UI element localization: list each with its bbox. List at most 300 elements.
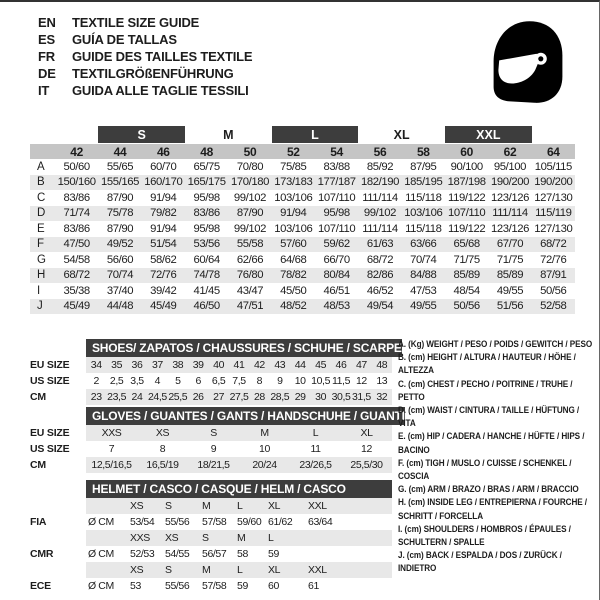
size-header-cell: 58 [416,144,430,159]
measurement-cell: 177/187 [317,176,356,189]
measurement-cell: 82/86 [366,269,394,282]
measurement-cell: 45/50 [280,284,307,297]
value-cell: 7,5 [232,375,246,387]
value-cell: 20/24 [252,459,277,471]
measurement-cell: 85/89 [496,269,524,282]
language-code: IT [38,83,50,98]
measurement-row [30,206,575,222]
accessory-tables [30,339,405,594]
language-row [38,82,252,99]
size-name-cell: XL [268,564,281,576]
size-header-cell: 54 [330,144,344,159]
measurement-cell: 99/102 [233,191,267,204]
gloves-table-title: GLOVES / GUANTES / GANTS / HANDSCHUHE / GUANTI [86,407,405,425]
measurement-cell: 95/98 [193,222,220,235]
legend-item: E. (cm) HIP / CADERA / HANCHE / HÜFTE / HIPS / BACINO [398,431,585,456]
table-row [30,441,392,457]
measurement-cell: 107/110 [318,191,356,204]
value-cell: 25,5/30 [350,459,383,471]
size-name-cell: S [165,564,172,576]
measurement-cell: 70/74 [106,269,134,282]
value-cell: 47 [355,359,367,371]
value-cell: 23/26,5 [299,459,332,471]
value-cell: 23,5 [107,391,127,403]
row-cells [86,357,392,373]
measurement-cell: 91/94 [150,191,177,204]
value-cell: 3,5 [130,375,144,387]
row-letter: F [37,238,44,251]
measurement-cell: 95/98 [323,207,350,220]
measurement-cell: 182/190 [360,176,400,189]
value-cell: 16,5/19 [146,459,179,471]
size-name-cell: XXL [308,564,327,576]
row-letter: G [37,253,46,266]
value-cell: 28 [253,391,265,403]
measurement-row [30,252,575,268]
row-letter: A [37,160,45,173]
helmet-value-row [30,514,392,530]
measurement-cell: 58/62 [150,253,177,266]
row-cells [86,389,392,405]
row-cells [86,441,392,457]
row-cells [86,530,392,546]
measurement-cell: 37/40 [106,284,134,297]
measurement-cell: 75/85 [280,160,307,173]
spacer [30,144,55,159]
measurement-cell: 85/89 [453,269,480,282]
measurement-cell: 95/100 [493,160,527,173]
language-code: FR [38,49,55,64]
measurement-cell: 71/75 [496,253,524,266]
value-cell: 46 [335,359,347,371]
legend-item: D. (cm) WAIST / CINTURA / TAILLE / HÜFTUNG / VITA [398,405,580,430]
measurement-cell: 43/47 [236,284,264,297]
unit-cell: Ø CM [88,516,114,528]
measurement-cell: 68/72 [63,269,90,282]
value-cell: 2,5 [109,375,124,387]
measurement-cell: 56/60 [106,253,134,266]
measurement-row [30,283,575,299]
measurement-cell: 55/65 [106,160,134,173]
helmet-value-row [30,578,392,594]
language-code: EN [38,15,56,30]
measurement-cell: 51/56 [496,300,524,313]
helmet-table-title: HELMET / CASCO / CASQUE / HELM / CASCO [86,480,392,498]
language-row [38,65,252,82]
value-cell: 2 [93,375,99,387]
row-letter: D [37,207,45,220]
measurement-cell: 71/75 [453,253,480,266]
guide-title: TEXTILGRÖßENFÜHRUNG [72,66,234,81]
table-row [30,373,392,389]
value-cell: XL [360,427,373,439]
value-cell: 25,5 [168,391,188,403]
value-cell: 63/64 [308,516,333,528]
measurement-cell: 123/126 [490,222,530,235]
value-cell: M [260,427,269,439]
measurement-cell: 83/88 [323,160,350,173]
table-title-row [30,407,405,425]
size-group-label: XXL [445,126,532,143]
measurement-cell: 60/70 [150,160,177,173]
measurement-row [30,299,575,315]
value-cell: 28,5 [270,391,290,403]
measurement-cell: 190/200 [534,176,573,189]
row-cells [86,425,392,441]
row-letter: I [37,284,40,297]
measurement-cell: 47/51 [236,300,264,313]
measurement-cell: 103/106 [404,207,443,220]
measurement-cell: 66/70 [323,253,350,266]
value-cell: 53 [130,580,141,592]
table-row [30,389,392,405]
measurement-cell: 85/92 [366,160,394,173]
size-name-cell: XS [165,532,179,544]
value-cell: 61 [308,580,319,592]
value-cell: 11,5 [331,375,351,387]
measurement-cell: 165/175 [187,176,226,189]
size-name-cell: XL [268,500,281,512]
size-name-cell: M [202,500,211,512]
measurement-cell: 119/122 [448,191,486,204]
measurement-cell: 62/66 [236,253,264,266]
measurement-cell: 127/130 [534,222,573,235]
value-cell: 31,5 [351,391,371,403]
value-cell: 41 [233,359,245,371]
measurement-cell: 44/48 [106,300,134,313]
row-cells [86,562,392,578]
unit-cell: Ø CM [88,580,114,592]
shoes-table-title: SHOES/ ZAPATOS / CHAUSSURES / SCHUHE / SCARPE [86,339,402,357]
measurement-cell: 87/90 [106,191,134,204]
measurement-cell: 160/170 [144,176,183,189]
measurement-cell: 50/56 [453,300,480,313]
measurement-cell: 99/102 [233,222,267,235]
measurement-cell: 80/84 [323,269,350,282]
measurement-cell: 103/106 [274,191,313,204]
value-cell: 53/54 [130,516,155,528]
measurement-cell: 87/90 [106,222,134,235]
value-cell: 43 [274,359,286,371]
measurement-cell: 63/66 [410,238,437,251]
language-code: DE [38,66,56,81]
row-cells [86,498,392,514]
measurement-cell: 107/110 [448,207,486,220]
value-cell: 44 [294,359,306,371]
measurement-cell: 173/183 [274,176,313,189]
size-header-cell: 48 [200,144,214,159]
measurement-cell: 45/49 [150,300,177,313]
measurement-cell: 41/45 [193,284,220,297]
size-name-cell: M [237,532,246,544]
measurement-cell: 60/64 [193,253,220,266]
measurement-cell: 72/76 [150,269,177,282]
value-cell: 58 [237,548,248,560]
row-letter: B [37,176,45,189]
measurement-cell: 87/95 [410,160,437,173]
measurement-cell: 119/122 [448,222,486,235]
measurement-cell: 70/74 [410,253,437,266]
size-header-cell: 46 [156,144,170,159]
measurement-cell: 155/165 [100,176,140,189]
legend-item: B. (cm) HEIGHT / ALTURA / HAUTEUR / HÖHE / ALTEZZA [398,352,576,377]
measurement-cell: 105/115 [534,160,572,173]
helmet-size-row [30,530,392,546]
measurement-cell: 53/56 [193,238,220,251]
value-cell: 27,5 [229,391,249,403]
value-cell: 59 [268,548,279,560]
helmet-size-row [30,498,392,514]
measurement-cell: 47/53 [410,284,437,297]
value-cell: XS [155,427,170,439]
size-header-cell: 62 [503,144,517,159]
measurement-cell: 83/86 [63,222,90,235]
measurement-cell: 49/55 [410,300,437,313]
measurement-cell: 187/198 [447,176,486,189]
measurement-row [30,175,575,191]
measurement-cell: 91/94 [150,222,177,235]
size-header-cell: 60 [460,144,474,159]
unit-cell: Ø CM [88,548,114,560]
value-cell: 29 [294,391,306,403]
measurement-cell: 115/118 [405,191,442,204]
measurement-cell: 35/38 [63,284,90,297]
measurement-cell: 46/51 [323,284,350,297]
value-cell: 37 [151,359,163,371]
measurement-cell: 74/78 [193,269,220,282]
measurement-cell: 123/126 [490,191,530,204]
size-header-row [30,144,575,159]
value-cell: 57/58 [202,580,227,592]
value-cell: 4 [154,375,161,387]
measurement-cell: 90/100 [450,160,483,173]
value-cell: 40 [213,359,225,371]
value-cell: 61/62 [268,516,293,528]
size-header-cell: 44 [113,144,127,159]
size-name-cell: XXS [130,532,150,544]
legend-item: C. (cm) CHEST / PECHO / POITRINE / TRUHE / PETTO [398,378,573,403]
measurement-cell: 49/52 [106,238,134,251]
value-cell: 55/56 [165,580,190,592]
value-cell: S [210,427,217,439]
value-cell: 59/60 [237,516,262,528]
measurement-cell: 76/80 [236,269,264,282]
measurement-cell: 87/91 [540,269,567,282]
size-name-cell: L [268,532,274,544]
value-cell: 54/55 [165,548,190,560]
value-cell: 32 [376,391,388,403]
measurement-cell: 48/53 [323,300,350,313]
row-letter: C [37,191,45,204]
row-cells [86,546,392,562]
value-cell: 12 [361,443,372,455]
value-cell: 6,5 [211,375,226,387]
language-row [38,31,252,48]
guide-title: GUIDE DES TAILLES TEXTILE [72,49,253,64]
value-cell: 55/56 [165,516,190,528]
size-group-label: M [223,127,234,142]
row-label: EU SIZE [30,359,70,371]
measurement-cell: 83/86 [63,191,90,204]
value-cell: 12 [355,375,367,387]
measurement-cell: 54/58 [63,253,90,266]
row-label: EU SIZE [30,427,70,439]
value-cell: 52/53 [130,548,155,560]
measurement-cell: 68/72 [540,238,567,251]
value-cell: L [312,427,319,439]
measurement-cell: 107/110 [318,222,356,235]
row-letter: J [37,300,43,313]
value-cell: 10 [259,443,270,455]
value-cell: 24 [131,391,143,403]
measurement-cell: 59/62 [323,238,350,251]
helmet-size-row [30,562,392,578]
measurement-cell: 95/98 [193,191,220,204]
row-label: US SIZE [30,443,70,455]
measurement-cell: 65/75 [193,160,220,173]
size-name-cell: XS [130,564,144,576]
measurement-row [30,221,575,237]
row-cells [86,514,392,530]
guide-title: TEXTILE SIZE GUIDE [72,15,200,30]
spacer [532,126,575,143]
table-row [30,425,392,441]
guide-title: GUIDA ALLE TAGLIE TESSILI [72,83,249,98]
value-cell: 48 [376,359,388,371]
row-cells [86,373,392,389]
value-cell: 11 [310,443,321,455]
measurement-row [30,268,575,284]
value-cell: 34 [90,359,102,371]
table-title-row [30,480,392,498]
table-row [30,457,392,473]
value-cell: 13 [376,375,388,387]
measurement-cell: 39/42 [150,284,177,297]
value-cell: 36 [131,359,143,371]
measurement-cell: 47/50 [63,238,90,251]
row-letter: E [37,222,45,235]
measurement-cell: 71/74 [63,207,90,220]
size-name-cell: L [237,500,243,512]
measurement-cell: 111/114 [362,191,398,204]
measurement-cell: 75/78 [106,207,134,220]
measurement-cell: 55/58 [236,238,264,251]
spacer [30,473,392,480]
size-header-cell: 50 [243,144,257,159]
row-label: CM [30,459,46,471]
size-group-row [30,126,575,143]
value-cell: 18/21,5 [197,459,230,471]
size-name-cell: L [237,564,243,576]
value-cell: 5 [175,375,181,387]
value-cell: 24,5 [147,391,167,403]
legend-item: F. (cm) TIGH / MUSLO / CUISSE / SCHENKEL / COSCIA [398,457,572,483]
measurement-cell: 67/70 [496,238,524,251]
value-cell: XXS [101,427,122,439]
table-row [30,357,392,373]
textile-size-table [30,126,575,314]
measurement-legend [398,338,595,576]
value-cell: 9 [210,443,217,455]
size-name-cell: S [165,500,172,512]
language-code: ES [38,32,55,47]
measurement-cell: 50/56 [540,284,567,297]
helmet-size-table [30,480,392,594]
measurement-cell: 111/114 [492,207,528,220]
size-name-cell: XS [130,500,144,512]
value-cell: 39 [192,359,204,371]
value-cell: 12,5/16,5 [91,459,132,471]
value-cell: 8 [159,443,166,455]
size-header-cell: 52 [286,144,300,159]
row-label: US SIZE [30,375,70,387]
helmet-icon [488,16,568,108]
helmet-value-row [30,546,392,562]
value-cell: 56/57 [202,548,227,560]
measurement-cell: 190/200 [490,176,530,189]
measurement-cell: 49/54 [366,300,394,313]
spacer [30,126,98,143]
measurement-cell: 170/180 [230,176,270,189]
row-cells [86,578,392,594]
legend-item: A. (Kg) WEIGHT / PESO / POIDS / GEWITCH / PESO [398,339,593,350]
size-group-label: L [272,126,359,143]
size-header-cell: 64 [546,144,560,159]
size-name-cell: M [202,564,211,576]
value-cell: 35 [111,359,123,371]
language-header [38,14,252,99]
measurement-cell: 115/119 [535,207,572,220]
measurement-cell: 91/94 [280,207,307,220]
measurement-cell: 45/49 [63,300,90,313]
value-cell: 6 [195,375,201,387]
value-cell: 30 [315,391,327,403]
size-header-cell: 42 [70,144,84,159]
measurement-cell: 64/68 [280,253,307,266]
measurement-row [30,237,575,253]
legend-item: G. (cm) ARM / BRAZO / BRAS / ARM / BRACCIO [398,484,579,496]
value-cell: 9 [277,375,283,387]
measurement-cell: 150/160 [57,176,96,189]
measurement-row [30,159,575,175]
measurement-cell: 46/52 [366,284,394,297]
measurement-cell: 52/58 [540,300,567,313]
measurement-cell: 72/76 [540,253,567,266]
value-cell: 23 [90,391,102,403]
measurement-cell: 50/60 [63,160,90,173]
measurement-cell: 46/50 [193,300,220,313]
guide-title: GUÍA DE TALLAS [72,32,177,47]
measurement-cell: 48/52 [280,300,307,313]
size-group-label: XL [393,127,410,142]
size-group-label: S [98,126,185,143]
measurement-cell: 79/82 [150,207,177,220]
measurement-cell: 115/118 [405,222,442,235]
measurement-cell: 51/54 [150,238,177,251]
measurement-cell: 68/72 [366,253,394,266]
value-cell: 45 [315,359,327,371]
language-row [38,14,252,31]
value-cell: 59 [237,580,248,592]
standard-label: CMR [30,548,54,560]
standard-label: ECE [30,580,51,592]
measurement-cell: 84/88 [410,269,437,282]
measurement-cell: 103/106 [274,222,313,235]
value-cell: 26 [192,391,204,403]
value-cell: 27 [213,391,225,403]
measurement-cell: 49/55 [496,284,524,297]
measurement-cell: 61/63 [366,238,394,251]
